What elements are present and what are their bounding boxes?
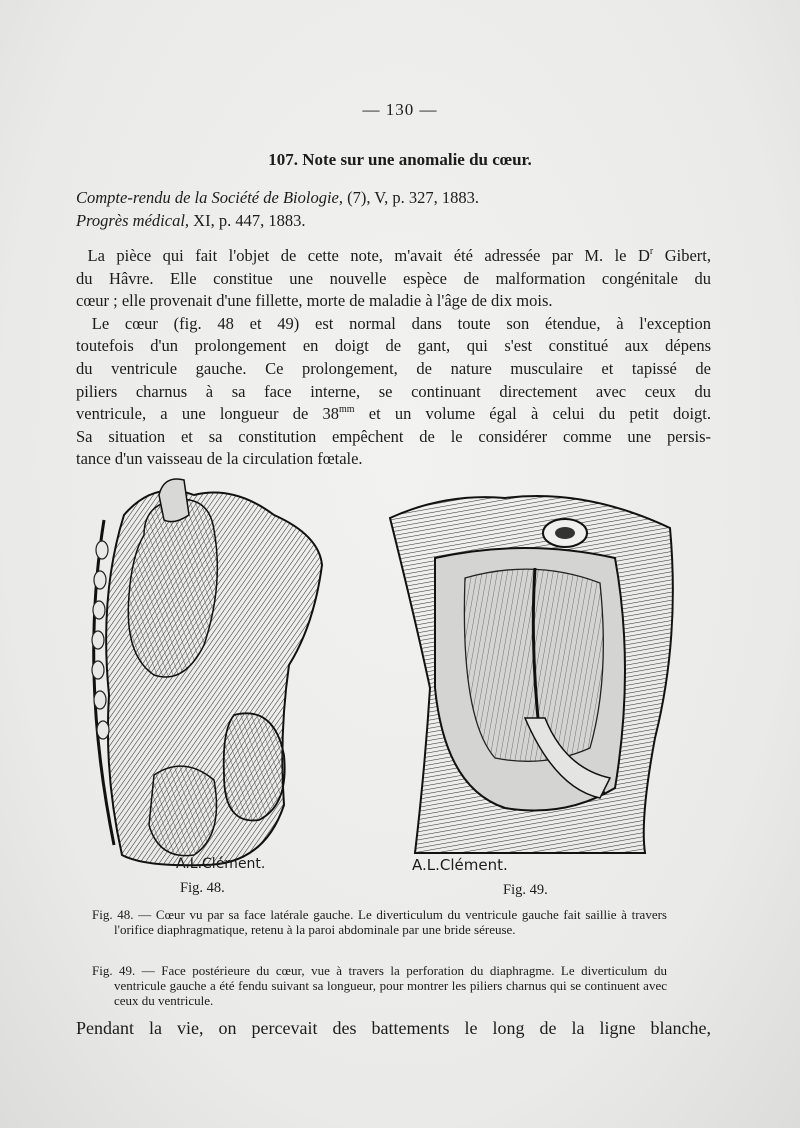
figure-48-caption (92, 907, 667, 937)
superscript: r (649, 246, 654, 257)
text-span: Gibert, (653, 246, 712, 265)
text-span: La pièce qui fait l'objet de cette note, m'avait été adressée par M. le D (87, 246, 650, 265)
superscript: mm (338, 404, 355, 416)
paragraph-2-line-4: piliers charnus à sa face interne, se continuant directement avec ceux du (76, 381, 711, 401)
reference-1-details: (7), V, p. 327, 1883. (347, 188, 479, 207)
article-title: 107. Note sur une anomalie du cœur. (268, 150, 532, 169)
paragraph-2-line-3: du ventricule gauche. Ce prolongement, de nature musculaire et tapissé de (76, 358, 711, 378)
continuation-line: Pendant la vie, on percevait des battements le long de la ligne blanche, (76, 1018, 711, 1038)
paragraph-1-line-2: du Hâvre. Elle constitue une nouvelle espèce de malformation congénitale du (76, 268, 711, 288)
figure-48-caption-text: Fig. 48. — Cœur vu par sa face latérale gauche. Le diverticulum du ventricule gauche fait saillie à travers l'orifice diaphragmatique, retenu à la paroi abdominale par une bride séreuse. (92, 907, 667, 937)
figure-48-label: Fig. 48. (180, 880, 225, 896)
paragraph-1-line-3: cœur ; elle provenait d'une fillette, morte de maladie à l'âge de dix mois. (76, 291, 553, 311)
reference-1-journal: Compte-rendu de la Société de Biologie, (76, 188, 343, 207)
figure-49-signature: A.L.Clément. (412, 856, 508, 874)
paragraph-2-line-7: tance d'un vaisseau de la circulation fœtale. (76, 449, 363, 469)
paragraph-1-line-1 (76, 245, 711, 268)
reference-2-details: XI, p. 447, 1883. (193, 211, 306, 230)
figure-49-caption (92, 963, 667, 1008)
text-span: et un volume égal à celui du petit doigt. (354, 404, 712, 424)
paragraph-2-line-5 (76, 403, 711, 426)
reference-2-journal: Progrès médical, (76, 211, 190, 230)
figure-49-illustration (385, 488, 685, 860)
text-span: Le cœur (fig. 48 et 49) est normal dans toute son étendue, à l'exception (91, 313, 711, 333)
paragraph-2-line-6: Sa situation et sa constitution empêchent de le considérer comme une persis- (76, 426, 711, 446)
reference-2 (76, 211, 305, 231)
paragraph-2-line-1 (76, 313, 711, 336)
figure-48-illustration (84, 475, 329, 870)
page-number: — 130 — (362, 100, 438, 119)
paragraph-2-line-2: toutefois d'un prolongement en doigt de gant, qui s'est constitué aux dépens (76, 336, 711, 356)
figure-48-signature: A.L.Clément. (176, 856, 266, 872)
figure-49-label: Fig. 49. (503, 882, 548, 898)
text-span: ventricule, a une longueur de 38 (76, 404, 339, 424)
reference-1 (76, 188, 479, 208)
figure-49-caption-text: Fig. 49. — Face postérieure du cœur, vue à travers la perforation du diaphragme. Le diverticulum du ventricule gauche a été fendu suivant sa longueur, pour montrer les piliers charnus qui se continuent avec ceux du ventricule. (92, 963, 667, 1008)
body-text (76, 245, 711, 471)
